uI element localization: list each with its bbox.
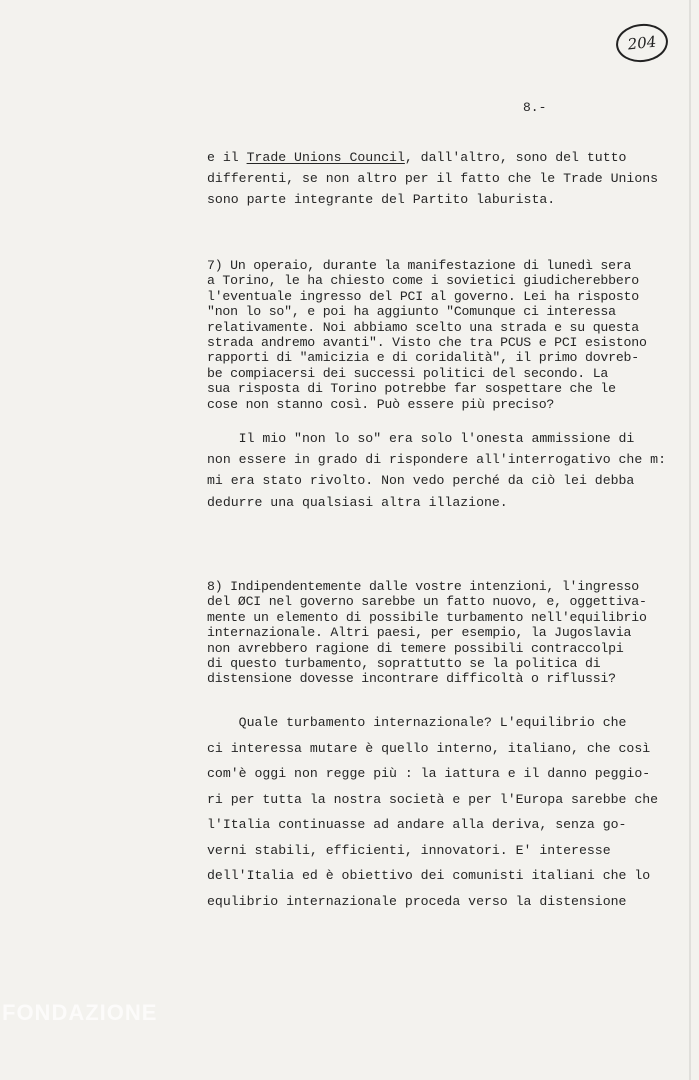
trade-unions-council-underlined: Trade Unions Council xyxy=(246,150,405,165)
question-7-line: be compiacersi dei successi politici del secondo. La xyxy=(207,365,609,381)
intro-paragraph xyxy=(207,147,658,211)
answer-8-line: ci interessa mutare è quello interno, italiano, che così xyxy=(207,740,651,756)
question-7-line: a Torino, le ha chiesto come i sovietici giudicherebbero xyxy=(207,273,639,289)
answer-8-line: dell'Italia ed è obiettivo dei comunisti italiani che lo xyxy=(207,868,651,883)
watermark: FONDAZIONE xyxy=(2,1000,158,1025)
question-8 xyxy=(207,579,647,687)
answer-8-line: ri per tutta la nostra società e per l'Europa sarebbe che xyxy=(207,791,659,807)
answer-7-line: mi era stato rivolto. Non vedo perché da ciò lei debba xyxy=(207,473,635,489)
answer-8-line: Quale turbamento internazionale? L'equilibrio che xyxy=(207,715,627,730)
question-7-line: "non lo so", e poi ha aggiunto "Comunque ci interessa xyxy=(207,304,616,320)
question-7-line: relativamente. Noi abbiamo scelto una strada e su questa xyxy=(207,319,639,335)
intro-line-2: differenti, se non altro per il fatto che le Trade Unions xyxy=(207,171,659,187)
question-7 xyxy=(207,258,647,412)
intro-line-1: e il Trade Unions Council, dall'altro, sono del tutto xyxy=(207,150,627,165)
question-7-line: cose non stanno così. Può essere più preciso? xyxy=(207,396,555,412)
intro-line-3: sono parte integrante del Partito laburista. xyxy=(207,192,556,208)
question-8-line: non avrebbero ragione di temere possibili contraccolpi xyxy=(207,640,624,656)
question-8-line: mente un elemento di possibile turbamento nell'equilibrio xyxy=(207,609,647,625)
question-8-line: del ØCI nel governo sarebbe un fatto nuovo, e, oggettiva- xyxy=(207,594,647,610)
page-number: 8.- xyxy=(523,100,547,115)
question-7-line: l'eventuale ingresso del PCI al governo. Lei ha risposto xyxy=(207,288,639,304)
answer-8-line: verni stabili, efficienti, innovatori. E' interesse xyxy=(207,842,611,858)
question-7-line: sua risposta di Torino potrebbe far sospettare che le xyxy=(207,381,616,397)
answer-7-line: non essere in grado di rispondere all'interrogativo che m: xyxy=(207,452,666,468)
question-7-line: 7) Un operaio, durante la manifestazione di lunedì sera xyxy=(207,258,632,273)
question-8-line: internazionale. Altri paesi, per esempio, la Jugoslavia xyxy=(207,625,632,641)
archive-stamp: 204 xyxy=(614,21,670,64)
answer-8 xyxy=(207,710,658,914)
answer-7 xyxy=(207,428,666,513)
answer-8-line: equlibrio internazionale proceda verso la distensione xyxy=(207,893,627,909)
answer-7-line: Il mio "non lo so" era solo l'onesta ammissione di xyxy=(207,431,635,446)
question-7-line: rapporti di "amicizia e di coridalità", il primo dovreb- xyxy=(207,350,639,366)
question-7-line: strada andremo avanti". Visto che tra PCUS e PCI esistono xyxy=(207,335,647,351)
question-8-line: 8) Indipendentemente dalle vostre intenzioni, l'ingresso xyxy=(207,579,639,594)
answer-8-line: l'Italia continuasse ad andare alla deriva, senza go- xyxy=(207,817,627,832)
question-8-line: distensione dovesse incontrare difficoltà o riflussi? xyxy=(207,671,616,687)
answer-7-line: dedurre una qualsiasi altra illazione. xyxy=(207,494,508,510)
answer-8-line: com'è oggi non regge più : la iattura e il danno peggio- xyxy=(207,766,651,781)
question-8-line: di questo turbamento, soprattutto se la politica di xyxy=(207,656,601,672)
